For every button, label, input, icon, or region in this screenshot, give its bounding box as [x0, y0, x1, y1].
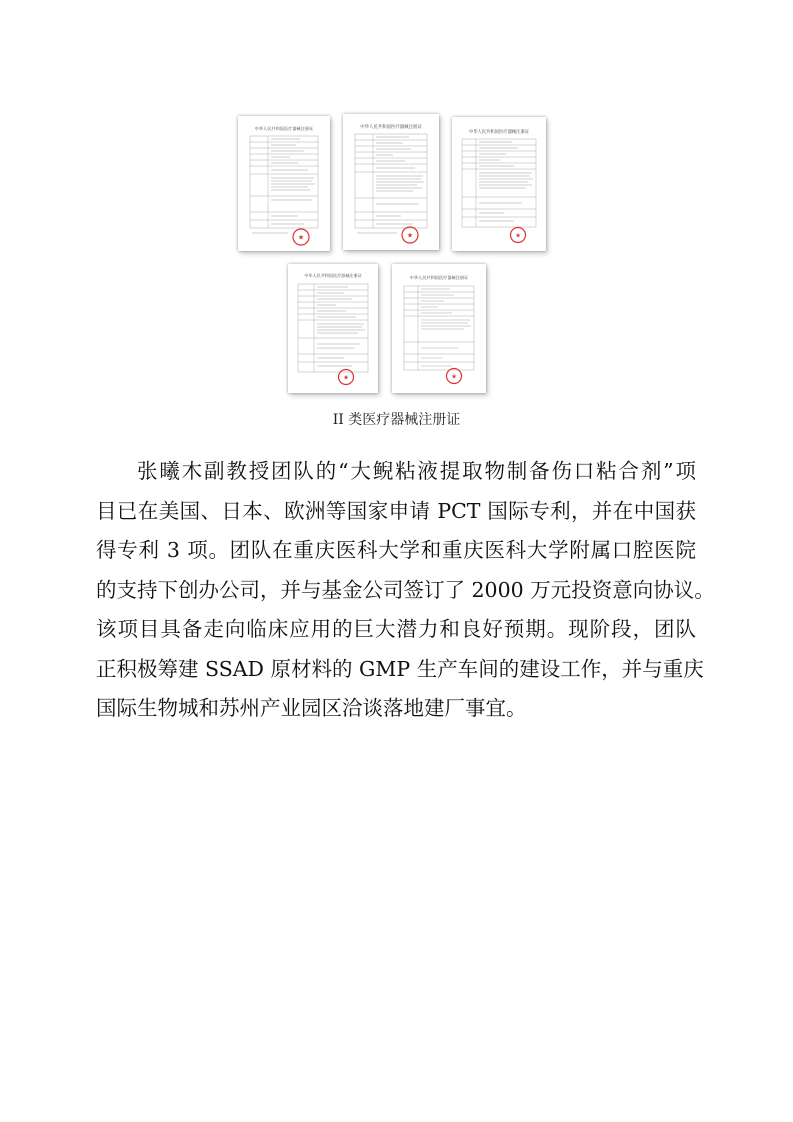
certificate-5-drawing — [392, 264, 486, 393]
certificate-1-drawing — [238, 116, 330, 251]
certificate-3-drawing — [452, 117, 546, 251]
certificate-image-1 — [238, 116, 330, 251]
certificate-image-4 — [288, 264, 378, 393]
paragraph-line: 张曦木副教授团队的“大鲵粘液提取物制备伤口粘合剂”项 — [137, 459, 696, 483]
certificate-image-3 — [452, 117, 546, 251]
certificate-1-title: 中华人民共和国医疗器械注册证 — [254, 126, 314, 131]
paragraph-line: 目已在美国、日本、欧洲等国家申请 PCT 国际专利，并在中国获 — [96, 498, 696, 523]
paragraph-line: 正积极筹建 SSAD 原材料的 GMP 生产车间的建设工作，并与重庆 — [96, 656, 704, 681]
certificate-image-2 — [343, 114, 439, 250]
figure-caption: II 类医疗器械注册证 — [332, 412, 461, 428]
certificate-3-title: 中华人民共和国医疗器械注册证 — [468, 130, 530, 135]
certificate-5-title: 中华人民共和国医疗器械注册证 — [409, 275, 469, 280]
svg-text:★: ★ — [515, 231, 521, 240]
certificate-2-title: 中华人民共和国医疗器械注册证 — [360, 125, 422, 130]
certificate-image-5 — [392, 264, 486, 393]
svg-text:★: ★ — [343, 373, 349, 382]
body-paragraph — [96, 452, 715, 729]
svg-text:★: ★ — [297, 233, 305, 242]
paragraph-line: 该项目具备走向临床应用的巨大潜力和良好预期。现阶段，团队 — [96, 617, 696, 641]
certificate-4-drawing — [288, 264, 378, 393]
svg-text:★: ★ — [451, 372, 457, 381]
certificate-4-title: 中华人民共和国医疗器械注册证 — [304, 273, 362, 278]
paragraph-line: 得专利 3 项。团队在重庆医科大学和重庆医科大学附属口腔医院 — [96, 538, 696, 562]
paragraph-line: 的支持下创办公司，并与基金公司签订了 2000 万元投资意向协议。 — [96, 577, 715, 602]
paragraph-line: 国际生物城和苏州产业园区洽谈落地建厂事宜。 — [96, 696, 527, 720]
svg-text:★: ★ — [406, 231, 414, 240]
certificate-2-drawing — [343, 114, 439, 250]
